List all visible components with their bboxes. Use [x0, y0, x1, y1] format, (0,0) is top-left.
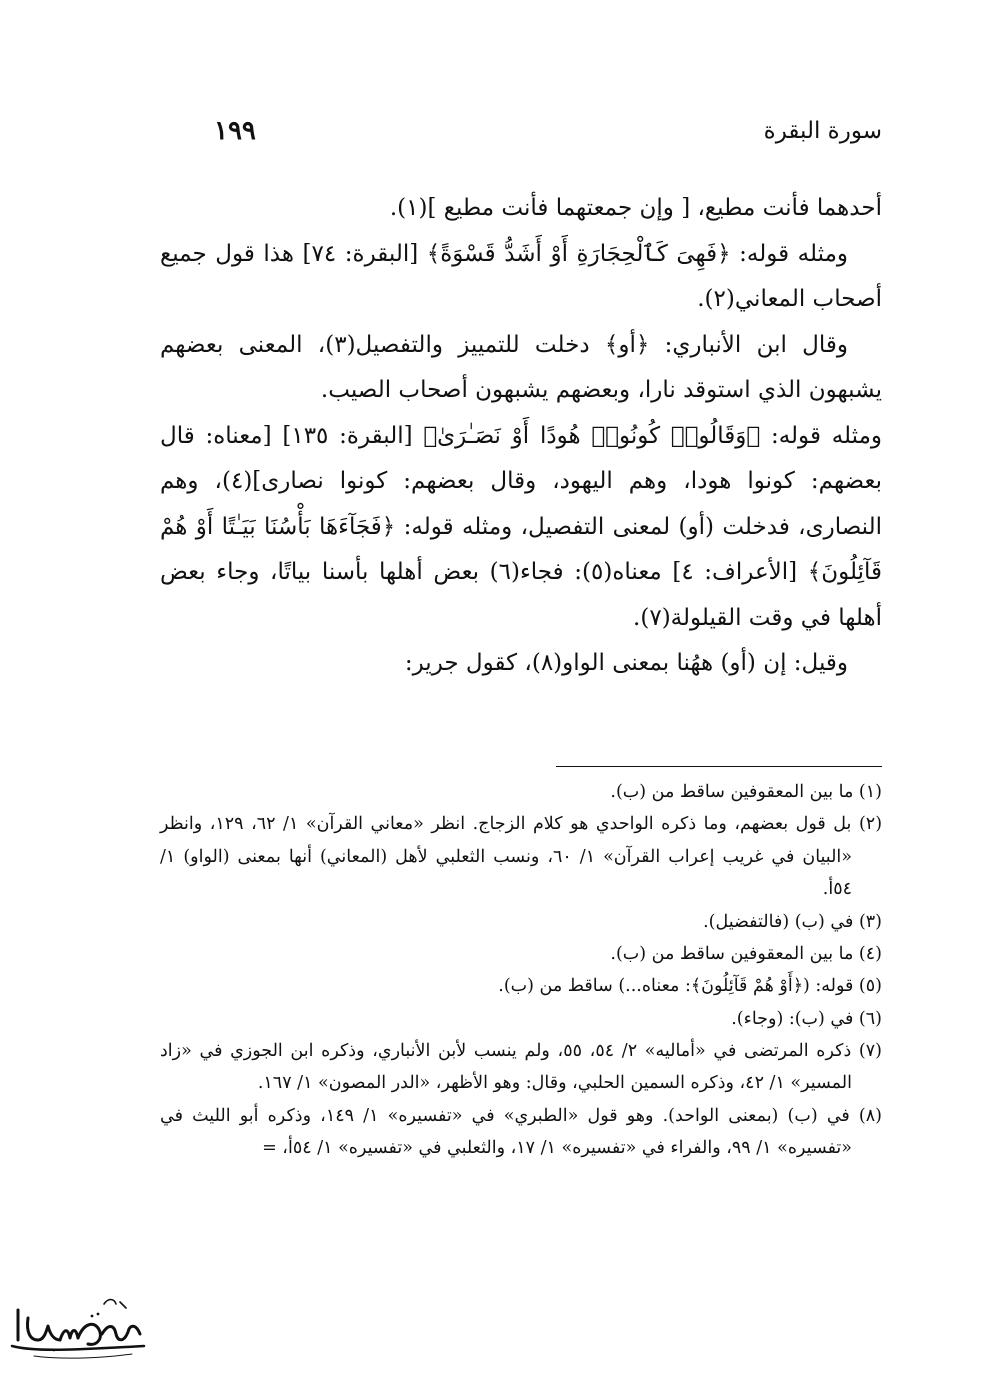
paragraph: وقيل: إن (أو) ههُنا بمعنى الواو(٨)، كقول جرير: [404, 650, 848, 677]
surah-title: سورة البقرة [763, 118, 882, 144]
footnote: (٣) في (ب) (فالتفضيل). [703, 911, 882, 932]
main-text [160, 186, 882, 687]
footnote: (٨) في (ب) (بمعنى الواحد). وهو قول «الطبري» في «تفسيره» ١/ ١٤٩، وذكره أبو الليث في «تفسيره» ١/ ٩٩، والفراء في «تفسيره» ١/ ١٧، والثعلبي في «تفسيره» ١/ ٥٤أ، = [160, 1105, 882, 1159]
paragraph: أحدهما فأنت مطيع، [ وإن جمعتهما فأنت مطيع ](١). [389, 195, 882, 221]
footnote: (١) ما بين المعقوفين ساقط من (ب). [610, 782, 882, 802]
footnote: (٢) بل قول بعضهم، وما ذكره الواحدي هو كلام الزجاج. انظر «معاني القرآن» ١/ ٦٢، ١٢٩، وانظر «البيان في غريب إعراب القرآن» ١/ ٦٠، ونسب الثعلبي لأهل (المعاني) أنها بمعنى (الواو) ١/ ٥٤أ. [160, 814, 883, 900]
footnote-divider [556, 766, 882, 767]
paragraph: ومثله قوله: ﴿فَهِىَ كَٱلْحِجَارَةِ أَوْ أَشَدُّ قَسْوَةً﴾ [البقرة: ٧٤] هذا قول جميع أصحاب المعاني(٢). [160, 240, 882, 313]
publisher-stamp-logo [4, 1288, 154, 1368]
footnote: (٦) في (ب): (وجاء). [731, 1008, 882, 1029]
page-number: ١٩٩ [214, 116, 256, 146]
paragraph: ومثله قوله: ﴿وَقَالُوا۟ كُونُوا۟ هُودًا أَوْ نَصَـٰرَىٰ﴾ [البقرة: ١٣٥] [معناه: قال بعضهم: كونوا هودا، وهم اليهود، وقال بعضهم: كونوا نصارى](٤)، وهم النصارى، فدخلت (أو) لمعنى التفصيل، ومثله قوله: ﴿فَجَآءَهَا بَأْسُنَا بَيَـٰتًا أَوْ هُمْ قَآئِلُونَ﴾ [الأعراف: ٤] معناه(٥): فجاء(٦) بعض أهلها بأسنا بياتًا، وجاء بعض أهلها في وقت القيلولة(٧). [160, 422, 883, 631]
footnotes [160, 776, 882, 1165]
footnote: (٧) ذكره المرتضى في «أماليه» ٢/ ٥٤، ٥٥، ولم ينسب لأبن الأنباري، وذكره ابن الجوزي في «زاد المسير» ١/ ٤٢، وذكره السمين الحلبي، وقال: وهو الأظهر، «الدر المصون» ١/ ١٦٧. [160, 1041, 882, 1094]
footnote: (٤) ما بين المعقوفين ساقط من (ب). [610, 943, 882, 964]
paragraph: وقال ابن الأنباري: ﴿أو﴾ دخلت للتمييز والتفصيل(٣)، المعنى بعضهم يشبهون الذي استوقد نارا، وبعضهم يشبهون أصحاب الصيب. [160, 331, 882, 404]
footnote: (٥) قوله: (﴿أَوْ هُمْ قَآئِلُونَ﴾: معناه...) ساقط من (ب). [498, 976, 882, 997]
page-header [160, 118, 882, 158]
